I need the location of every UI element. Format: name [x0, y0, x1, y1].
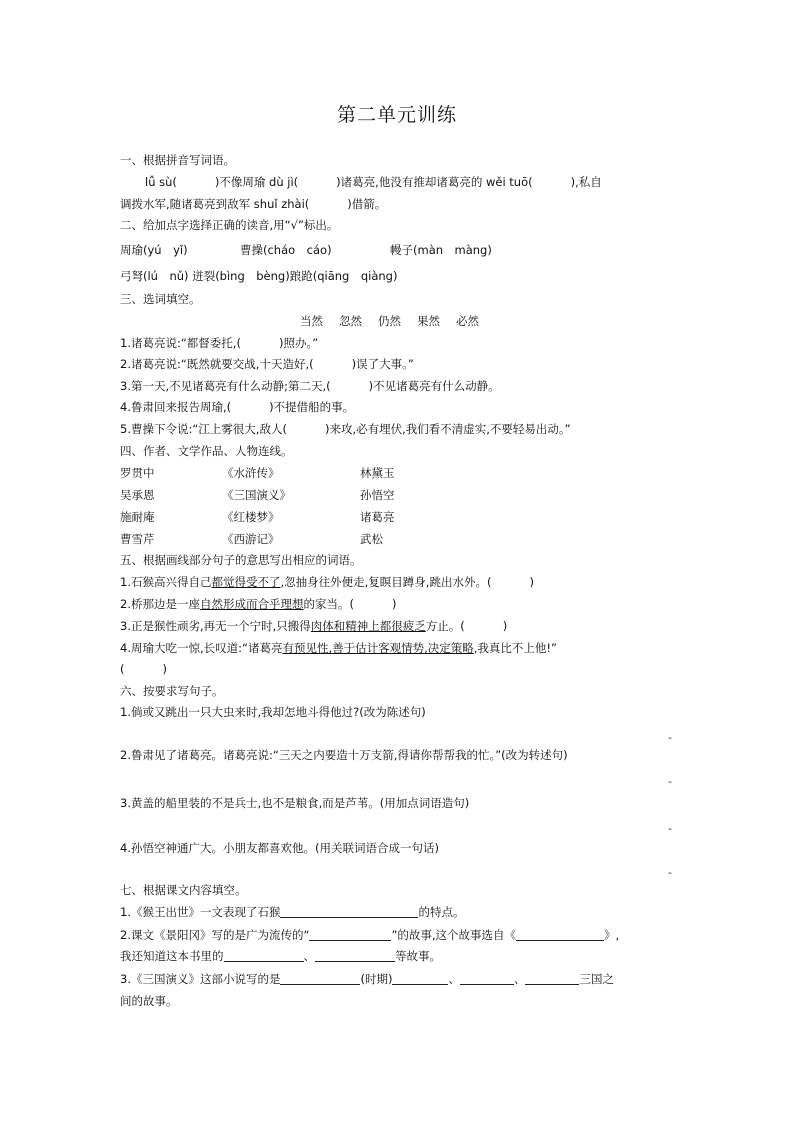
section-1-line-1: lǚ sù( )不像周瑜 dù jì( )诸葛亮,他没有推却诸葛亮的 wěi tuō( ),私自: [145, 175, 602, 189]
sentence-task-4: 4.孙悟空神通广大。小朋友都喜欢他。(用关联词语合成一句话): [120, 841, 439, 855]
fill-question-4: 4.鲁肃回来报告周瑜,( )不提借船的事。: [120, 400, 355, 414]
text-fill-3: 3.《三国演义》这部小说写的是 (时期) 、 、 三国之: [120, 972, 614, 986]
section-1-line-2: 调拨水军,随诸葛亮到敌军 shuǐ zhài( )借箭。: [120, 197, 387, 211]
word-bank-item: 必然: [456, 314, 479, 328]
character-item: 武松: [360, 532, 383, 546]
work-item: 《三国演义》: [222, 488, 291, 502]
text-fill-1: 1.《猴王出世》一文表现了石猴 的特点。: [120, 905, 465, 919]
work-item: 《红楼梦》: [222, 510, 280, 524]
work-item: 《水浒传》: [222, 466, 280, 480]
word-bank: [300, 313, 495, 329]
underline-question-1: 1.石猴高兴得自己都觉得受不了,忽抽身往外便走,复瞑目蹲身,跳出水外。( ): [120, 575, 534, 589]
page-title: 第二单元训练: [336, 104, 457, 126]
underline-question-2: 2.桥那边是一座自然形成而合乎理想的家当。( ): [120, 597, 397, 611]
word-bank-item: 果然: [417, 314, 440, 328]
underline-question-4-answer: ( ): [120, 662, 167, 676]
fill-question-1: 1.诸葛亮说:“都督委托,( )照办。”: [120, 336, 319, 350]
reading-option-manzi: 幔子(màn màng): [390, 243, 492, 257]
author-item: 曹雪芹: [120, 532, 155, 546]
word-bank-item: 忽然: [339, 314, 362, 328]
word-bank-item: 仍然: [378, 314, 401, 328]
fill-question-2: 2.诸葛亮说:“既然就要交战,十天造好,( )误了大事。”: [120, 357, 414, 371]
answer-line-mark: -: [668, 775, 672, 788]
reading-option-zhouyu: 周瑜(yú yǐ): [120, 243, 188, 257]
author-item: 施耐庵: [120, 510, 155, 524]
answer-line-mark: -: [668, 822, 672, 835]
underline-question-4: 4.周瑜大吃一惊,长叹道:“诸葛亮有预见性,善于估计客观情势,决定策略,我真比不上他!”: [120, 641, 558, 655]
section-5-heading: 五、根据画线部分句子的意思写出相应的词语。: [120, 553, 362, 567]
text-fill-2-cont: 我还知道这本书里的 、 等故事。: [120, 949, 441, 963]
underline-question-3: 3.正是猴性顽劣,再无一个宁时,只搬得肉体和精神上都很疲乏方止。( ): [120, 619, 508, 633]
section-2-heading: 二、给加点字选择正确的读音,用“√”标出。: [120, 218, 339, 232]
section-3-heading: 三、选词填空。: [120, 292, 201, 306]
author-item: 罗贯中: [120, 466, 155, 480]
text-fill-2: 2.课文《景阳冈》写的是广为流传的“ ”的故事,这个故事选自《 》,: [120, 928, 620, 942]
character-item: 林黛玉: [360, 466, 395, 480]
reading-option-caocao: 曹操(cháo cáo): [240, 243, 332, 257]
fill-question-3: 3.第一天,不见诸葛亮有什么动静;第二天,( )不见诸葛亮有什么动静。: [120, 379, 500, 393]
text-fill-3-cont: 间的故事。: [120, 994, 178, 1008]
sentence-task-3: 3.黄盖的船里装的不是兵士,也不是粮食,而是芦苇。(用加点词语造句): [120, 796, 470, 810]
section-1-heading: 一、根据拼音写词语。: [120, 153, 235, 167]
author-item: 吴承恩: [120, 488, 155, 502]
section-6-heading: 六、按要求写句子。: [120, 684, 224, 698]
section-7-heading: 七、根据课文内容填空。: [120, 883, 247, 897]
word-bank-item: 当然: [300, 314, 323, 328]
answer-line-mark: -: [668, 731, 672, 744]
work-item: 《西游记》: [222, 532, 280, 546]
reading-options-row-2: 弓弩(lú nǔ) 迸裂(bìng bèng)踉跄(qiāng qiàng): [120, 269, 398, 283]
character-item: 孙悟空: [360, 488, 395, 502]
sentence-task-2: 2.鲁肃见了诸葛亮。诸葛亮说:“三天之内要造十万支箭,得请你帮帮我的忙。”(改为转述句): [120, 748, 568, 762]
sentence-task-1: 1.倘或又跳出一只大虫来时,我却怎地斗得他过?(改为陈述句): [120, 705, 426, 719]
character-item: 诸葛亮: [360, 510, 395, 524]
section-4-heading: 四、作者、文学作品、人物连线。: [120, 444, 293, 458]
answer-line-mark: -: [668, 866, 672, 879]
fill-question-5: 5.曹操下令说:“江上雾很大,敌人( )来攻,必有埋伏,我们看不清虚实,不要轻易出动。”: [120, 422, 571, 436]
